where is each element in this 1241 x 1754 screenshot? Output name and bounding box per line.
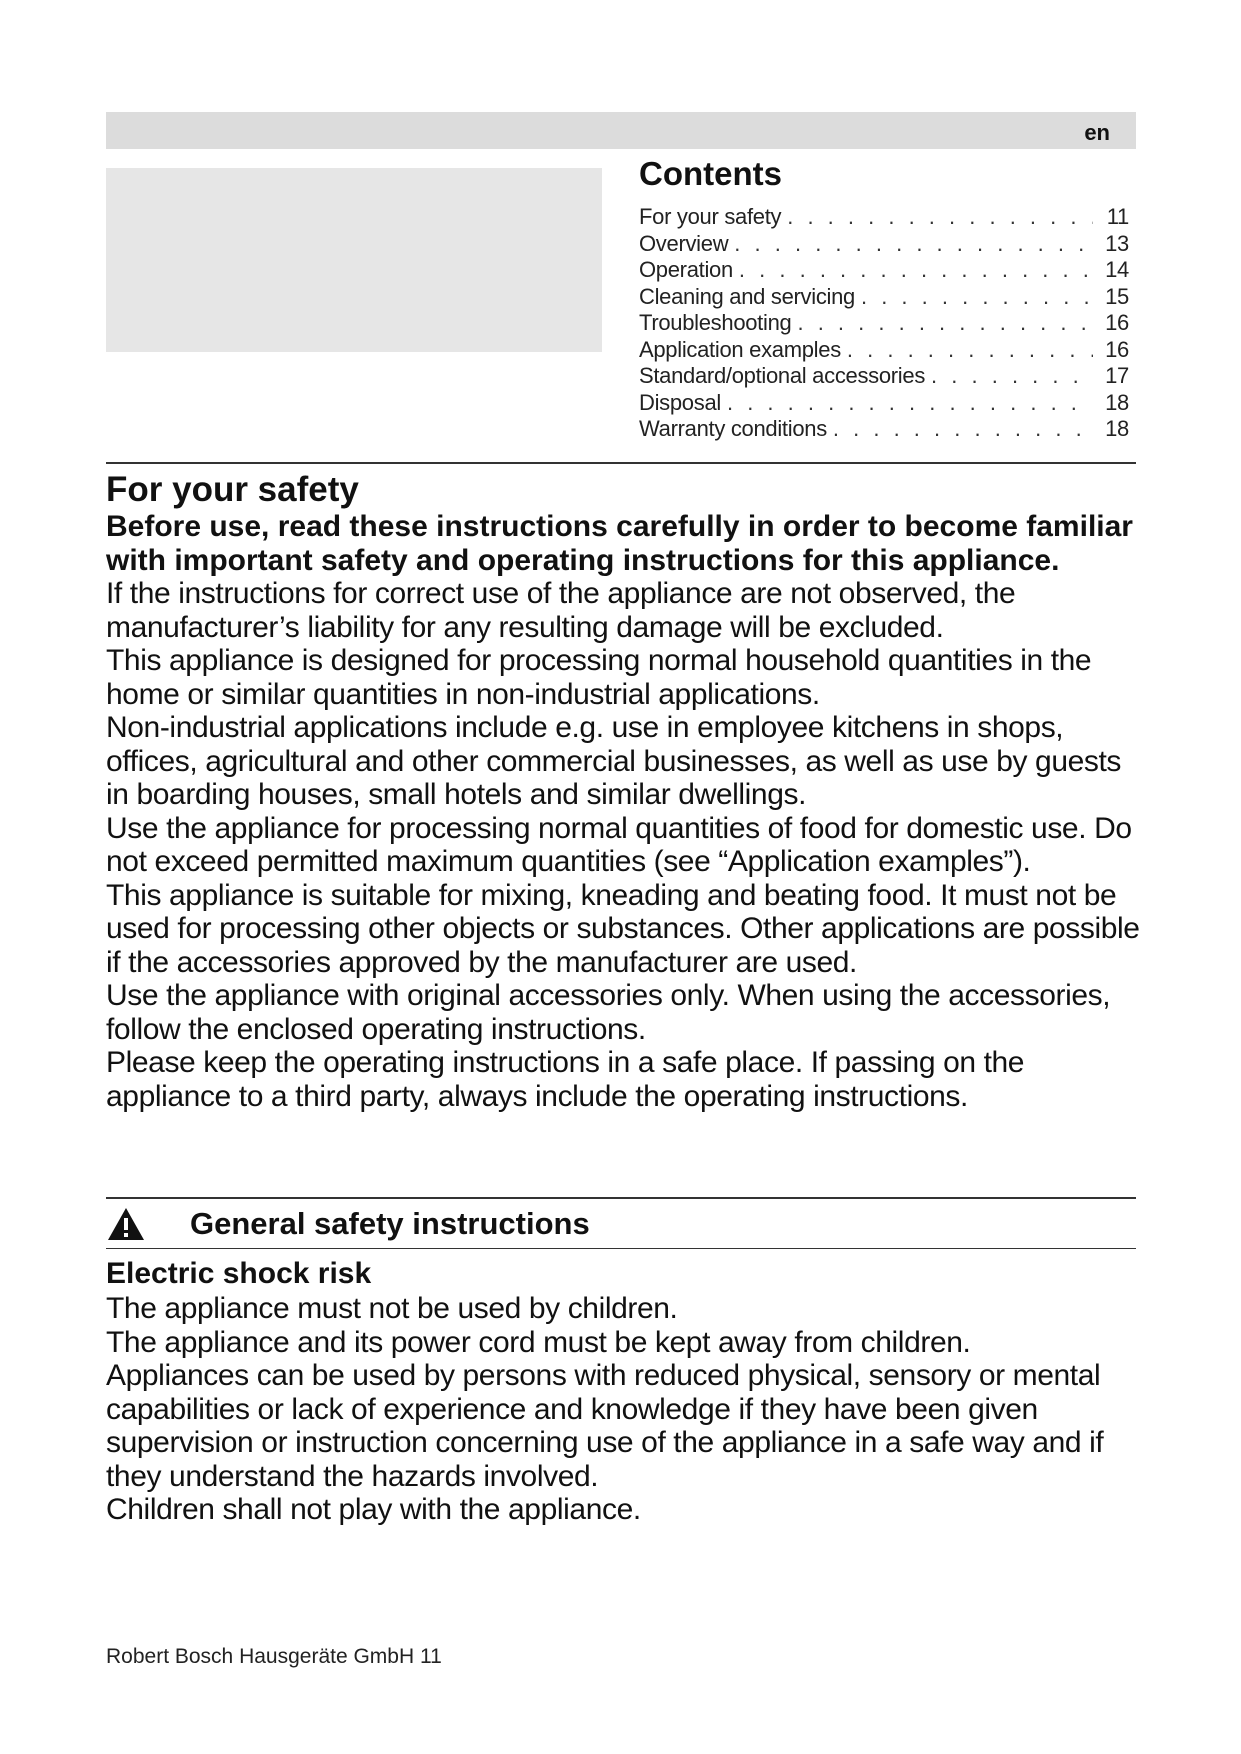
toc-leader <box>734 231 1093 258</box>
toc-item[interactable] <box>639 284 1129 311</box>
toc-item-page: 13 <box>1105 230 1129 256</box>
safety-paragraph: Use the appliance for processing normal quantities of food for domestic use. Do not exceed permitted maximum quantities (see “Application examples”). <box>106 811 1132 878</box>
general-safety-title: General safety instructions <box>190 1206 590 1241</box>
safety-paragraph: Non-industrial applications include e.g. use in employee kitchens in shops, offices, agricultural and other commercial businesses, as well as use by guests in boarding houses, small hotels and similar dwellings. <box>106 711 1122 811</box>
safety-paragraph: This appliance is designed for processing normal household quantities in the home or similar quantities in non-industrial applications. <box>106 644 1092 711</box>
table-of-contents <box>639 154 1129 443</box>
safety-lead: Before use, read these instructions carefully in order to become familiar with important safety and operating instructions for this appliance. <box>106 510 1133 577</box>
electric-shock-title: Electric shock risk <box>106 1257 372 1290</box>
safety-title: For your safety <box>106 470 359 509</box>
toc-item-label: Application examples <box>639 336 841 362</box>
toc-item-label: Overview <box>639 230 729 256</box>
electric-shock-paragraph: The appliance and its power cord must be kept away from children. <box>106 1325 971 1359</box>
header-bar <box>106 112 1136 149</box>
electric-shock-paragraph: Children shall not play with the appliance. <box>106 1493 641 1526</box>
toc-leader <box>833 416 1093 443</box>
toc-leader <box>787 204 1093 231</box>
toc-item-page: 18 <box>1105 389 1129 415</box>
toc-item-page: 15 <box>1105 283 1129 309</box>
safety-paragraph: If the instructions for correct use of the appliance are not observed, the manufacturer’s liability for any resulting damage will be excluded. <box>106 577 1016 644</box>
electric-shock-section <box>106 1256 1141 1527</box>
toc-item[interactable] <box>639 231 1129 258</box>
toc-leader <box>931 363 1093 390</box>
toc-item[interactable] <box>639 257 1129 284</box>
toc-item-label: Operation <box>639 257 733 282</box>
safety-paragraph: Please keep the operating instructions in a safe place. If passing on the appliance to a third party, always include the operating instructions. <box>106 1046 1025 1113</box>
toc-item[interactable] <box>639 310 1129 337</box>
toc-item[interactable] <box>639 363 1129 390</box>
contents-title: Contents <box>639 155 782 192</box>
toc-item-label: Cleaning and servicing <box>639 283 855 309</box>
toc-item-label: Warranty conditions <box>639 416 827 441</box>
toc-item-page: 17 <box>1105 363 1129 388</box>
product-image-placeholder <box>106 168 602 352</box>
toc-item[interactable] <box>639 337 1129 364</box>
warning-icon <box>106 1206 146 1242</box>
toc-item-page: 18 <box>1105 416 1129 441</box>
toc-leader <box>797 310 1093 337</box>
toc-item[interactable] <box>639 204 1129 231</box>
toc-item[interactable] <box>639 390 1129 417</box>
toc-item-label: Troubleshooting <box>639 310 792 335</box>
electric-shock-paragraph: The appliance must not be used by children. <box>106 1292 678 1325</box>
section-divider <box>106 462 1136 464</box>
toc-leader <box>847 337 1093 364</box>
toc-leader <box>861 284 1093 311</box>
toc-item[interactable] <box>639 416 1129 443</box>
section-divider <box>106 1197 1136 1199</box>
language-label: en <box>1084 120 1110 145</box>
toc-item-label: Disposal <box>639 389 721 415</box>
general-safety-heading <box>106 1200 1136 1248</box>
toc-item-page: 14 <box>1105 257 1129 282</box>
toc-leader <box>739 257 1093 284</box>
safety-paragraph: Use the appliance with original accessories only. When using the accessories, follow the enclosed operating instructions. <box>106 979 1111 1046</box>
toc-item-page: 16 <box>1105 336 1129 362</box>
toc-item-label: For your safety <box>639 204 782 229</box>
safety-section <box>106 470 1141 1113</box>
electric-shock-paragraph: Appliances can be used by persons with reduced physical, sensory or mental capabilities or lack of experience and knowledge if they have been given supervision or instruction concerning use of the appliance in a safe way and if they understand the hazards involved. <box>106 1359 1104 1493</box>
toc-item-label: Standard/optional accessories <box>639 363 926 388</box>
page-footer: Robert Bosch Hausgeräte GmbH 11 <box>106 1645 442 1668</box>
toc-item-page: 11 <box>1106 204 1129 229</box>
section-divider <box>106 1248 1136 1249</box>
safety-paragraph: This appliance is suitable for mixing, kneading and beating food. It must not be used for processing other objects or substances. Other applications are possible if the accessories approved by the manufacturer are used. <box>106 878 1140 979</box>
toc-leader <box>727 390 1093 417</box>
toc-item-page: 16 <box>1105 310 1129 335</box>
